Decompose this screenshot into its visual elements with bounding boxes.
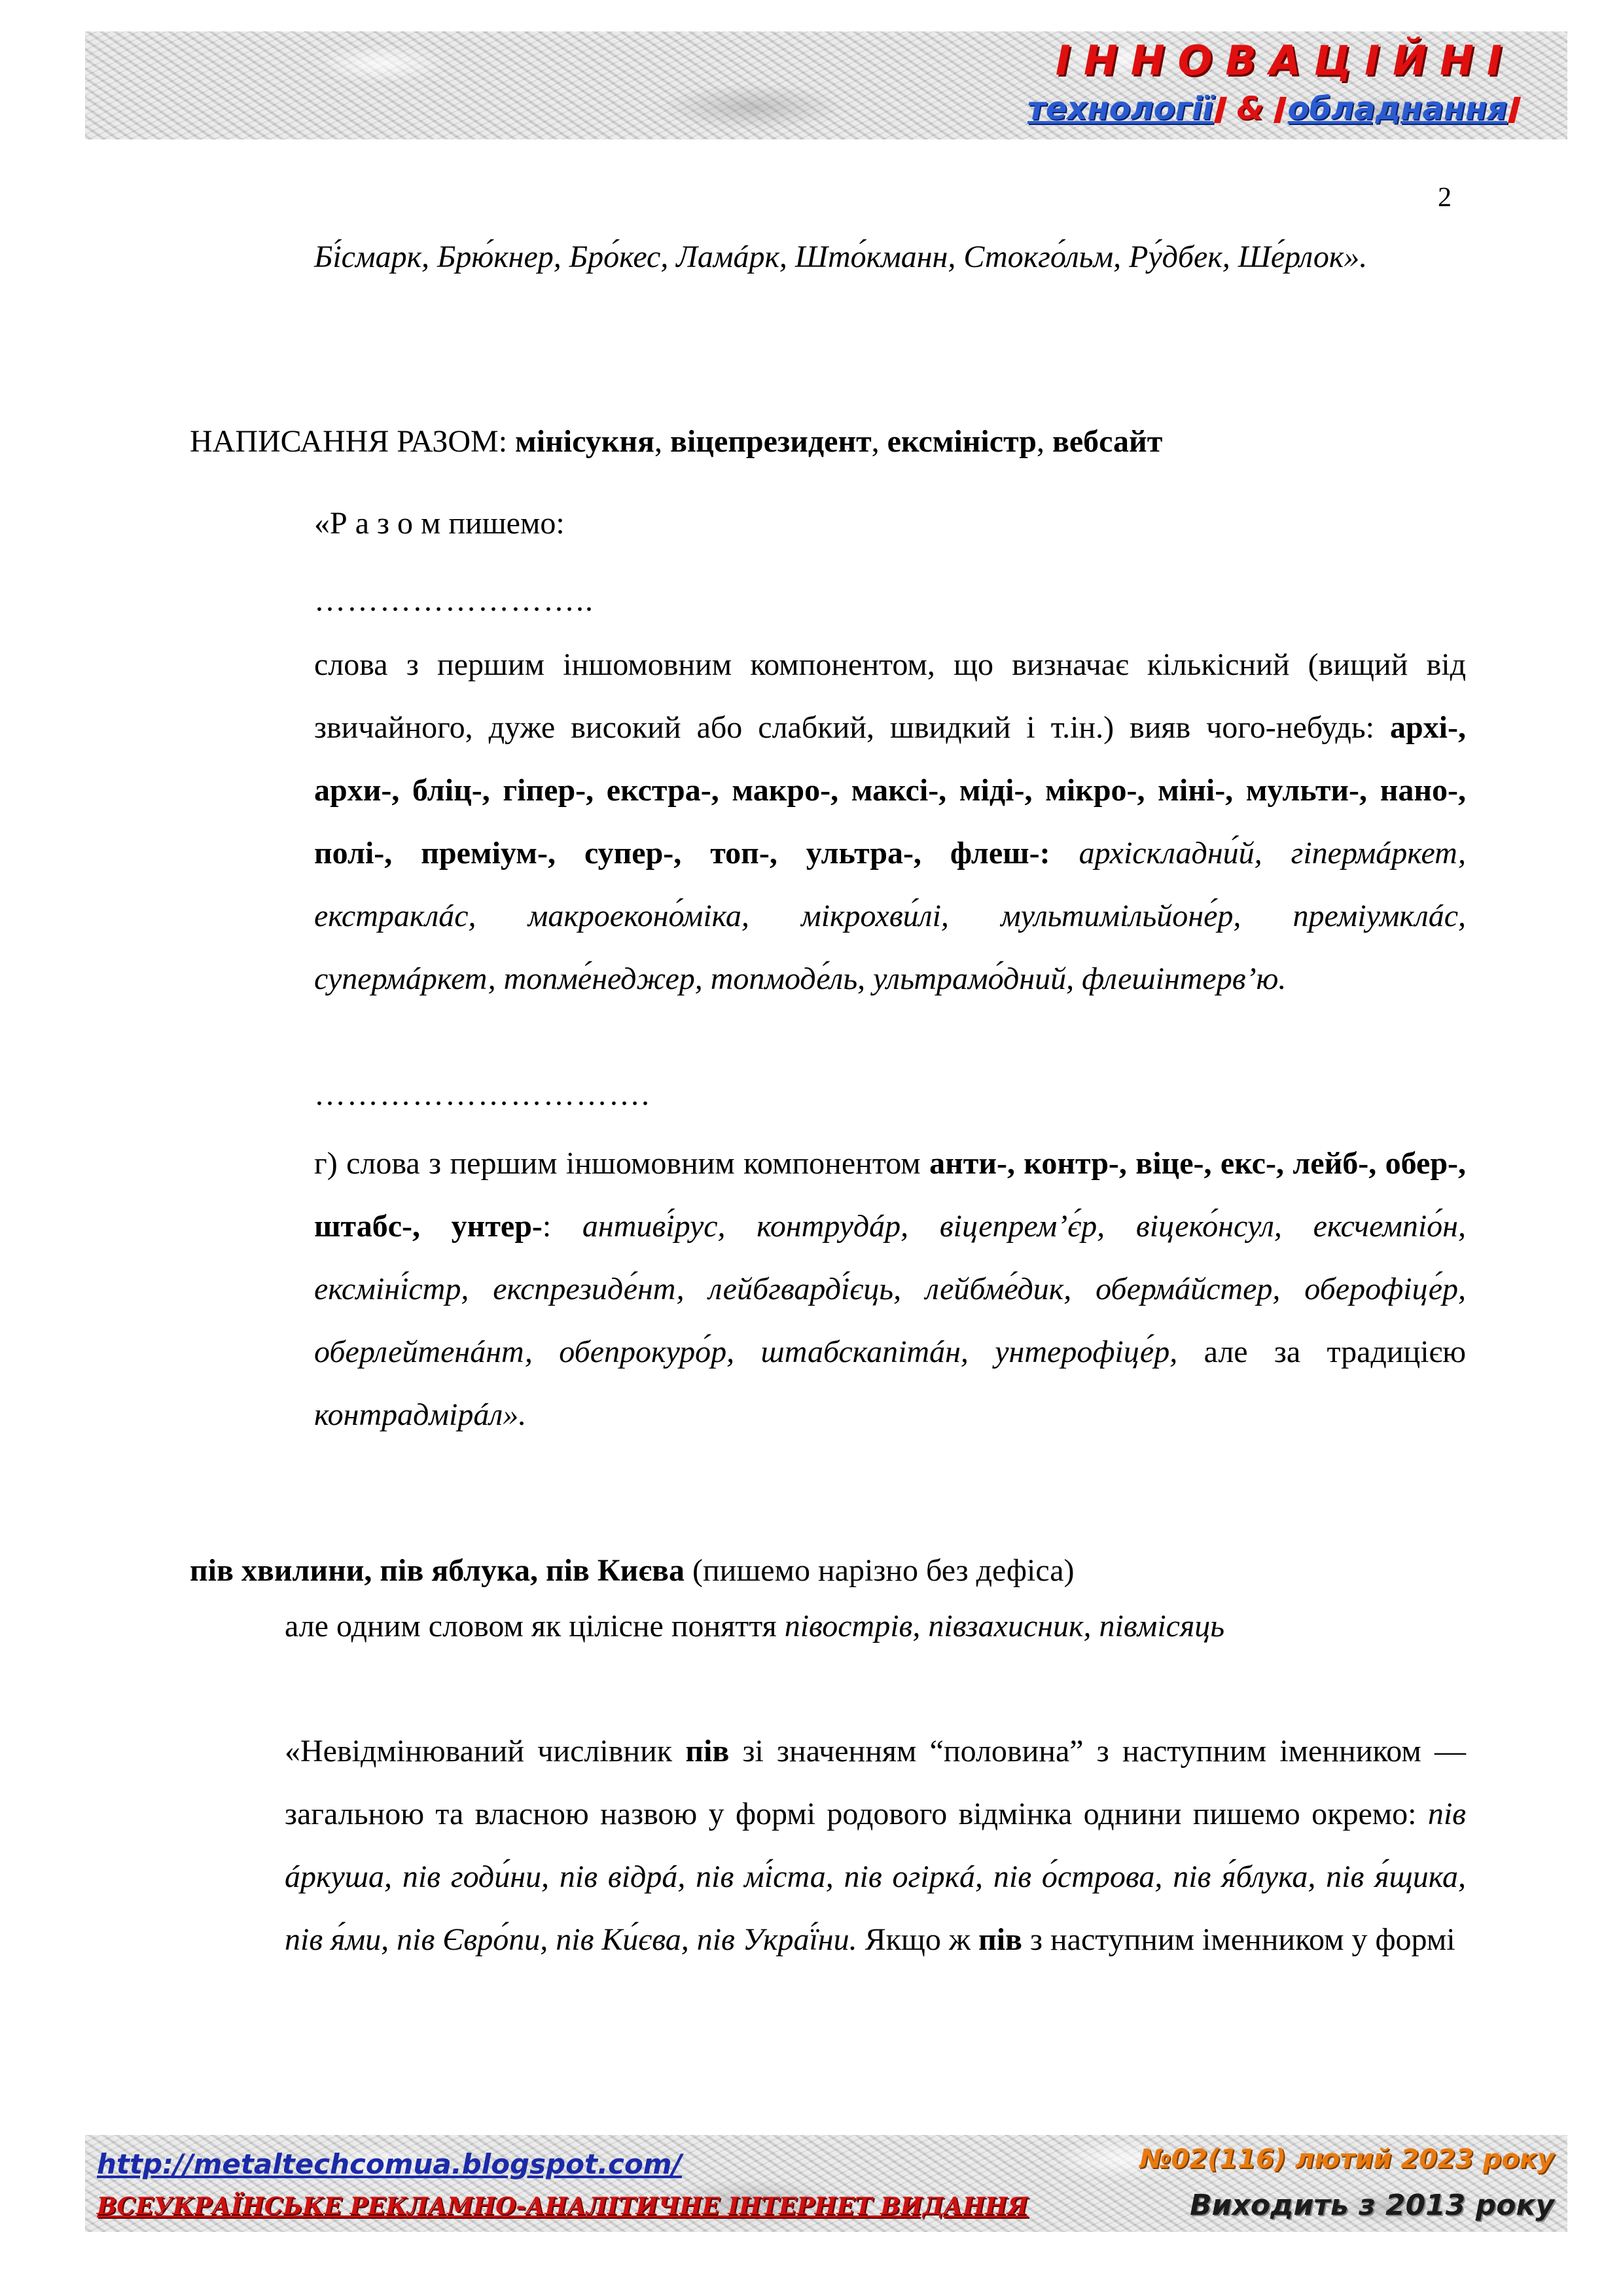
paragraph-text: слова з першим іншомовним компонентом, що визначає кількісний (вищий від звичайного, дуже високий або слабкий, швидкий і т.ін.) вияв чого-небудь: [314,647,1466,745]
example-list: архіскладни́й, гіпермáркет, екстраклáс, макроеконо́міка, мікрохви́лі, мультимільйоне́р, преміумклáс, супермáркет, топме́неджер, топмоде́ль, ультрамо́дний, флешінтерв’ю. [314,836,1467,996]
heading-half-sub [285,1595,1466,1658]
keyword: пів [685,1734,730,1768]
header-banner [85,31,1567,139]
keyword: пів [978,1922,1022,1957]
footer-link[interactable]: http://metaltechcomua.blogspot.com/ [97,2148,682,2180]
ellipsis-line: …………………………. [314,1077,651,1112]
heading-examples: пів хвилини, пів яблука, пів Києва [190,1553,685,1588]
prefix-list: архі-, архи-, бліц-, гіпер-, екстра-, макро-, максі-, міді-, мікро-, міні-, мульти-, нано-, полі-, преміум-, супер-, топ-, ультра-, флеш-: [314,710,1466,870]
footer-publication: ВСЕУКРАЇНСЬКЕ РЕКЛАМНО-АНАЛІТИЧНЕ ІНТЕРНЕТ ВИДАННЯ [97,2193,1028,2220]
paragraph-half-rule [285,1720,1466,1971]
example-list: пів áркуша, пів годи́ни, пів відрá, пів мі́ста, пів огіркá, пів о́строва, пів я́блука, пів я́щика, пів я́ми, пів Євро́пи, пів Ки́єва, пів Украї́ни. [285,1797,1466,1957]
masthead-subtitle-left: технології [1027,90,1213,127]
heading-note: (пишемо нарізно без дефіса) [684,1553,1075,1588]
heading-half [190,1539,1466,1602]
separator: , [871,424,887,459]
ellipsis-line: …………………….. [314,583,594,618]
paragraph-text: але за традицією [1177,1335,1466,1369]
quote-intro: «Р а з о м пишемо: [314,506,565,541]
example-word: ексміністр [887,424,1037,459]
separator: , [654,424,671,459]
masthead-subtitle [1027,90,1522,127]
masthead-subtitle-right: обладнання [1287,90,1507,127]
divider-bar-icon [1274,97,1287,123]
heading-lead: НАПИСАННЯ РАЗОМ: [190,424,516,459]
paragraph-text: «Невідмінюваний числівник [285,1734,686,1768]
footer-since: Виходить з 2013 року [1190,2189,1554,2222]
paragraph-text: г) слова з першим іншомовним компонентом [314,1146,930,1181]
separator: , [1036,424,1052,459]
paragraph-text: з наступним іменником у формі [1022,1922,1455,1957]
example-word: вебсайт [1052,424,1163,459]
separator: : [542,1209,582,1244]
paragraph-prefixes [314,634,1466,1011]
paragraph-text: Якщо ж [857,1922,979,1957]
example-list: антиві́рус, контрудáр, віцепрем’є́р, віцеко́нсул, ексчемпіо́н, ексміні́стр, експрезиде́нт, лейбгварді́єць, лейбме́дик, обермáйстер, оберофіце́р, оберлейтенáнт, обепрокуро́р, штабскапітáн, унтерофіце́р, [314,1209,1466,1369]
footer-banner [85,2135,1567,2232]
prefix-list: анти-, контр-, віце-, екс-, лейб-, обер-, штабс-, унтер- [314,1146,1466,1244]
paragraph-foreign-prefixes [314,1132,1466,1446]
masthead-title: ІННОВАЦІЙНІ [1055,37,1515,84]
footer-issue: №02(116) лютий 2023 року [1139,2144,1554,2174]
example-word: віцепрезидент [670,424,872,459]
paragraph-text: зі значенням “половина” з наступним іменником — загальною та власною назвою у формі родового відмінка однини пишемо окремо: [285,1734,1466,1831]
masthead-ampersand: & [1236,90,1264,127]
example-list: півострів, півзахисник, півмісяць [784,1609,1225,1643]
example-word: контрадмірáл». [314,1397,527,1432]
paragraph-text: але одним словом як цілісне поняття [285,1609,785,1643]
example-word: мінісукня [515,424,655,459]
divider-bar-icon [1214,97,1227,123]
heading-written-together [190,410,1466,473]
divider-bar-icon [1508,97,1521,123]
page-number: 2 [1438,183,1452,213]
paragraph-names: Бі́смарк, Брю́кнер, Бро́кес, Ламáрк, Што́кманн, Стокго́льм, Ру́дбек, Ше́рлок». [314,240,1368,274]
